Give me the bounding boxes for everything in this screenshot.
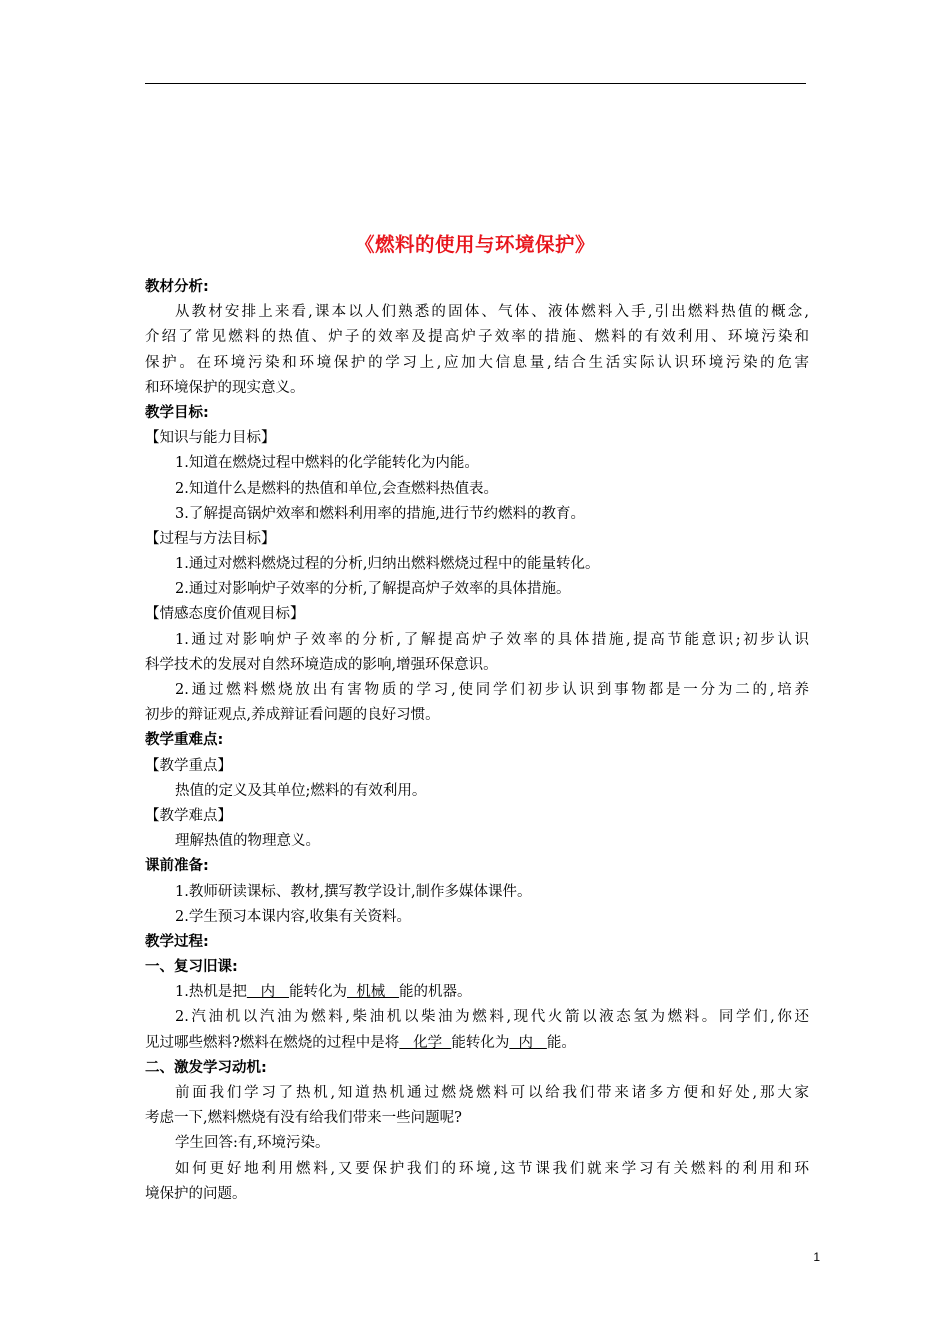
document-title: 《燃料的使用与环境保护》 [354, 233, 595, 256]
emotion-goal-item-cont: 科学技术的发展对自然环境造成的影响,增强环保意识。 [145, 656, 498, 673]
review-text: 1.热机是把 [175, 984, 247, 1001]
process-goal-item: 2.通过对影响炉子效率的分析,了解提高炉子效率的具体措施。 [175, 581, 571, 598]
motivate-heading: 二、激发学习动机: [145, 1059, 267, 1076]
prep-heading: 课前准备: [145, 858, 209, 875]
student-answer: 学生回答:有,环境污染。 [175, 1135, 330, 1152]
motivate-paragraph-line: 前面我们学习了热机,知道热机通过燃烧燃料可以给我们带来诸多方便和好处,那大家 [175, 1085, 809, 1101]
emotion-goal-item-cont: 初步的辩证观点,养成辩证看问题的良好习惯。 [145, 707, 440, 724]
keypoints-heading: 教学重难点: [145, 732, 224, 749]
emotion-goal-item: 2.通过燃料燃烧放出有害物质的学习,使同学们初步认识到事物都是一分为二的,培养 [175, 682, 809, 698]
review-text: 能。 [546, 1034, 576, 1051]
knowledge-goal-item: 2.知道什么是燃料的热值和单位,会查燃料热值表。 [175, 480, 498, 497]
emotion-goal-item: 1.通过对影响炉子效率的分析,了解提高炉子效率的具体措施,提高节能意识;初步认识 [175, 631, 809, 648]
analysis-paragraph-line: 保护。在环境污染和环境保护的学习上,应加大信息量,结合生活实际认识环境污染的危害 [145, 354, 809, 371]
prep-item: 2.学生预习本课内容,收集有关资料。 [175, 908, 411, 925]
review-item-2-cont [145, 1031, 809, 1056]
motivate-paragraph-line: 如何更好地利用燃料,又要保护我们的环境,这节课我们就来学习有关燃料的利用和环 [175, 1160, 809, 1177]
process-heading: 教学过程: [145, 933, 209, 950]
header-rule [145, 83, 806, 84]
fill-blank-answer: 化学 [399, 1034, 452, 1051]
review-text: 能的机器。 [399, 984, 472, 1001]
page-number: 1 [813, 1250, 820, 1264]
analysis-heading: 教材分析: [145, 279, 209, 295]
knowledge-goal-item: 3.了解提高锅炉效率和燃料利用率的措施,进行节约燃料的教育。 [175, 505, 585, 522]
fill-blank-answer: 机械 [347, 984, 400, 1001]
fill-blank-answer: 内 [509, 1034, 547, 1051]
review-text: 能转化为 [289, 984, 347, 1001]
difficulty-label: 【教学难点】 [145, 807, 232, 824]
motivate-paragraph-line: 境保护的问题。 [145, 1185, 247, 1202]
document-body [145, 275, 809, 1207]
knowledge-goal-item: 1.知道在燃烧过程中燃料的化学能转化为内能。 [175, 455, 479, 472]
focus-text: 热值的定义及其单位;燃料的有效利用。 [175, 782, 427, 799]
review-item-1 [145, 980, 809, 1005]
emotion-goals-label: 【情感态度价值观目标】 [145, 606, 305, 623]
analysis-paragraph-line: 和环境保护的现实意义。 [145, 379, 305, 396]
review-heading: 一、复习旧课: [145, 959, 238, 976]
process-goals-label: 【过程与方法目标】 [145, 530, 276, 547]
motivate-paragraph-line: 考虑一下,燃料燃烧有没有给我们带来一些问题呢? [145, 1110, 462, 1127]
analysis-paragraph-line: 从教材安排上来看,课本以人们熟悉的固体、气体、液体燃料入手,引出燃料热值的概念, [175, 304, 809, 321]
difficulty-text: 理解热值的物理意义。 [175, 833, 320, 850]
review-item-2: 2.汽油机以汽油为燃料,柴油机以柴油为燃料,现代火箭以液态氢为燃料。同学们,你还 [175, 1009, 809, 1026]
knowledge-goals-label: 【知识与能力目标】 [145, 430, 276, 447]
review-text: 能转化为 [451, 1034, 510, 1051]
fill-blank-answer: 内 [246, 984, 289, 1001]
review-text: 见过哪些燃料?燃料在燃烧的过程中是将 [145, 1034, 400, 1051]
process-goal-item: 1.通过对燃料燃烧过程的分析,归纳出燃料燃烧过程中的能量转化。 [175, 556, 600, 573]
analysis-paragraph-line: 介绍了常见燃料的热值、炉子的效率及提高炉子效率的措施、燃料的有效利用、环境污染和 [145, 329, 809, 346]
prep-item: 1.教师研读课标、教材,撰写教学设计,制作多媒体课件。 [175, 883, 532, 900]
goals-heading: 教学目标: [145, 404, 209, 421]
focus-label: 【教学重点】 [145, 757, 232, 774]
